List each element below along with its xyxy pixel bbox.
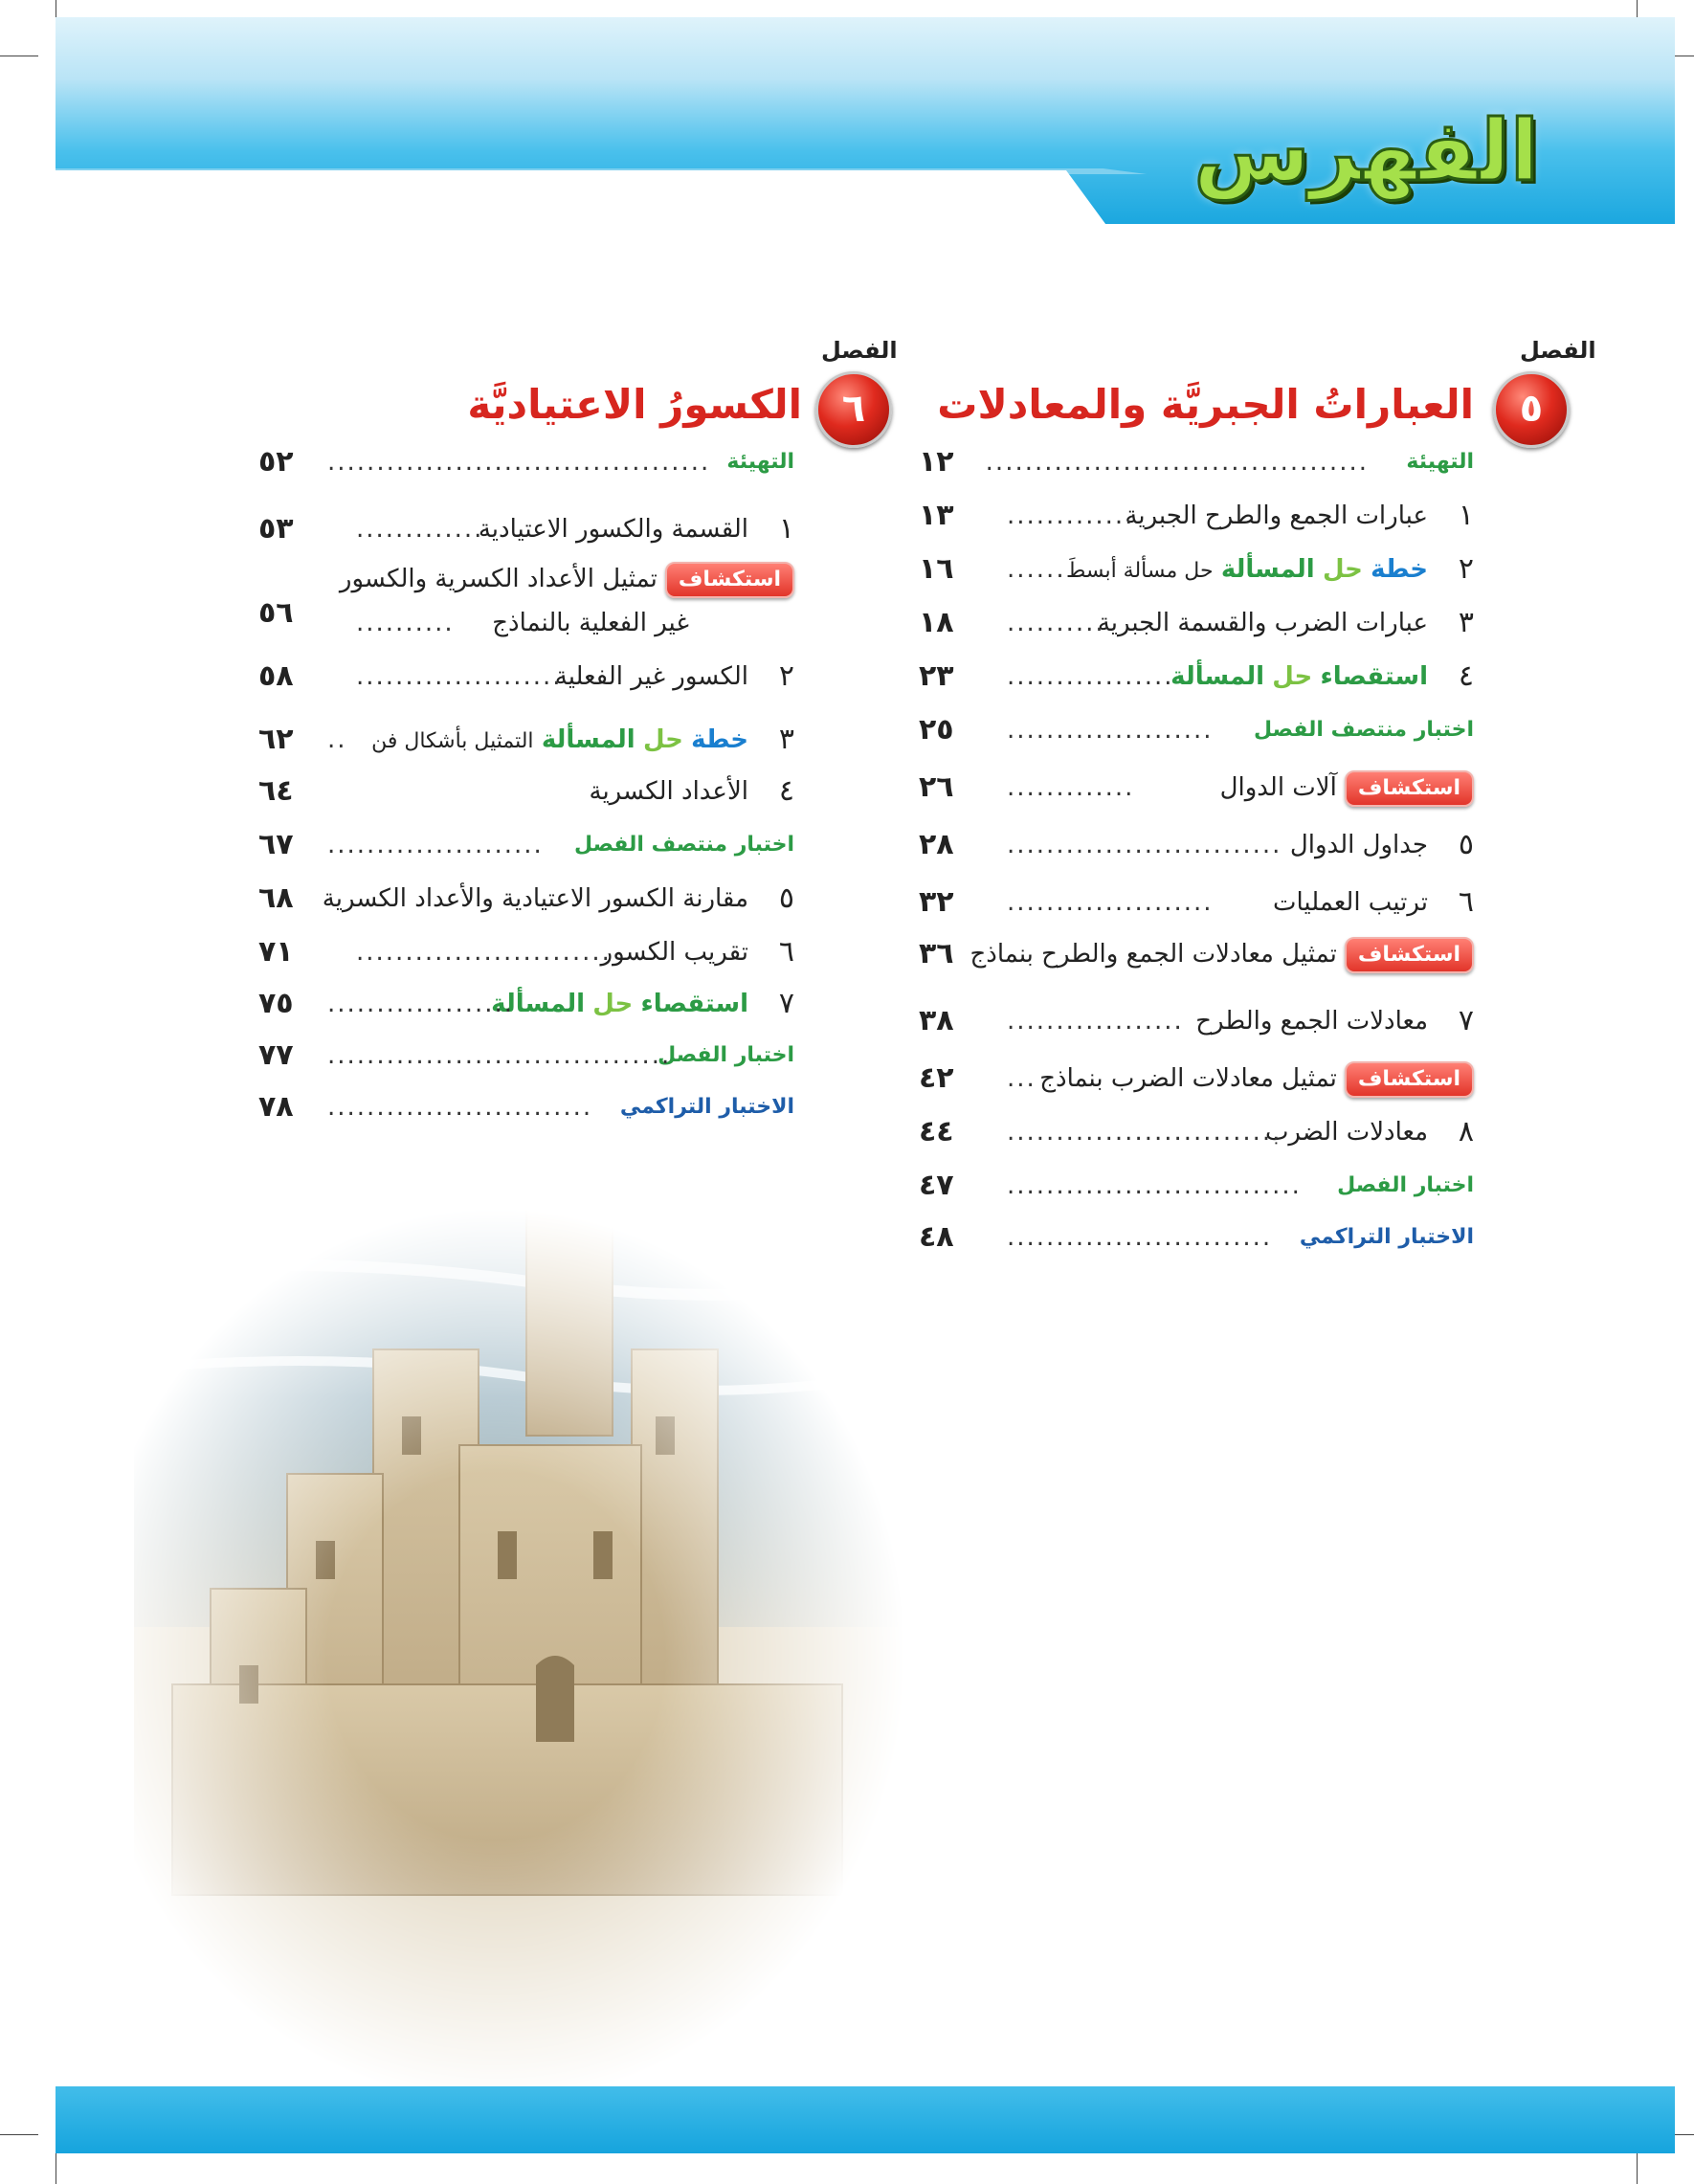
toc-item-text <box>1220 766 1474 810</box>
explore-badge: استكشاف <box>1345 770 1474 807</box>
problem-solve-word: حل <box>1322 555 1363 584</box>
problem-word: المسألة <box>1220 555 1315 584</box>
toc-item[interactable] <box>919 880 1474 925</box>
toc-page-number: ٦٨ <box>258 881 294 915</box>
toc-item[interactable] <box>258 507 794 551</box>
explore-title: تمثيل الأعداد الكسرية والكسور <box>339 565 658 593</box>
toc-leader: .. <box>327 725 347 754</box>
toc-item-text: عبارات الجمع والطرح الجبرية <box>1125 501 1428 530</box>
toc-leader: .......... <box>1007 609 1105 637</box>
problem-word: المسألة <box>491 990 586 1018</box>
toc-item-text: التهيئة <box>726 450 794 474</box>
toc-item-text: معادلات الضرب <box>1264 1118 1428 1147</box>
header-band-notch <box>56 170 1108 228</box>
toc-page-number: ٢٦ <box>919 770 954 804</box>
toc-leader: .................. <box>1007 1007 1184 1036</box>
toc-lesson-number: ٥ <box>778 881 794 915</box>
page-title: الفهرس <box>1193 101 1539 200</box>
sand-castle-image <box>134 1129 938 2086</box>
toc-page-number: ٧١ <box>258 935 294 969</box>
problem-solve-word: حل <box>1272 662 1313 691</box>
toc-leader: ........................... <box>327 1093 593 1122</box>
toc-leader: ..................... <box>356 662 563 691</box>
toc-lesson-number: ٨ <box>1458 1115 1474 1148</box>
toc-lesson-number: ١ <box>1458 499 1474 532</box>
toc-item[interactable] <box>258 1085 794 1129</box>
toc-item[interactable] <box>258 877 794 921</box>
toc-lesson-number: ٥ <box>1458 828 1474 861</box>
toc-page-number: ٥٦ <box>258 596 294 630</box>
toc-item[interactable] <box>919 766 1474 810</box>
toc-item-text: اختبار منتصف الفصل <box>1253 718 1474 742</box>
toc-leader: ...... <box>1007 555 1066 584</box>
toc-page-number: ٦٧ <box>258 828 294 861</box>
toc-item-text <box>1066 547 1428 593</box>
toc-leader: ................. <box>1007 662 1174 691</box>
toc-item[interactable] <box>258 718 794 762</box>
toc-leader: ........................... <box>1007 1223 1273 1252</box>
toc-item[interactable] <box>258 1034 794 1078</box>
problem-solve-word: حل <box>642 725 683 754</box>
toc-lesson-number: ٧ <box>778 987 794 1020</box>
toc-item[interactable] <box>919 1164 1474 1208</box>
explore-title-continued: غير الفعلية بالنماذج <box>492 609 689 637</box>
toc-item[interactable] <box>919 1215 1474 1259</box>
toc-leader: ..................... <box>1007 716 1214 745</box>
chapter6-title: الكسورُ الاعتياديَّة <box>467 381 802 428</box>
explore-badge: استكشاف <box>1345 937 1474 973</box>
toc-page-number: ١٨ <box>919 606 954 639</box>
problem-word: المسألة <box>541 725 635 754</box>
toc-lesson-number: ٢ <box>1458 552 1474 586</box>
problem-word: المسألة <box>1170 662 1265 691</box>
toc-item[interactable] <box>919 999 1474 1043</box>
toc-lesson-number: ٣ <box>778 723 794 756</box>
toc-item-text: اختبار الفصل <box>1337 1173 1474 1197</box>
toc-item[interactable] <box>258 823 794 867</box>
chapter5-number-badge: ٥ <box>1493 371 1570 448</box>
toc-page-number: ١٣ <box>919 499 954 532</box>
problem-solve-word: حل <box>592 990 634 1018</box>
toc-item[interactable] <box>919 547 1474 591</box>
toc-page-number: ٥٨ <box>258 659 294 693</box>
toc-page-number: ٧٧ <box>258 1038 294 1072</box>
toc-page-number: ٥٢ <box>258 445 294 479</box>
toc-page-number: ٧٥ <box>258 987 294 1020</box>
toc-item-text <box>970 932 1475 976</box>
toc-lesson-number: ٦ <box>778 935 794 969</box>
footer-band <box>56 2086 1675 2153</box>
strategy-name: التمثيل بأشكال فن <box>371 729 534 753</box>
investigate-word: استقصاء <box>1320 662 1428 691</box>
toc-leader: ..................... <box>1007 888 1214 917</box>
toc-leader: ....................................... <box>327 448 711 477</box>
toc-lesson-number: ٧ <box>1458 1004 1474 1037</box>
toc-item-text: الاختبار التراكمي <box>619 1095 794 1119</box>
toc-leader: ............. <box>1007 773 1135 802</box>
toc-item-text: معادلات الجمع والطرح <box>1195 1007 1428 1036</box>
toc-page-number: ٥٣ <box>258 512 294 546</box>
toc-leader: .......... <box>356 609 455 637</box>
toc-page-number: ٣٨ <box>919 1004 954 1037</box>
toc-page-number: ١٦ <box>919 552 954 586</box>
chapter5-toc <box>919 440 1474 1282</box>
explore-title: تمثيل معادلات الجمع والطرح بنماذج <box>970 940 1337 969</box>
toc-page-number: ٤٧ <box>919 1169 954 1202</box>
toc-leader: ............. <box>356 515 484 544</box>
problem-plan-word: خطة <box>691 725 748 754</box>
toc-page-number: ٤٢ <box>919 1061 954 1095</box>
toc-page-number: ٣٦ <box>919 937 954 970</box>
toc-leader: ............................ <box>1007 831 1282 859</box>
toc-leader: ................................... <box>327 1041 672 1070</box>
toc-item[interactable] <box>919 1057 1474 1101</box>
toc-leader: ............................ <box>1007 1118 1282 1147</box>
toc-item[interactable] <box>919 494 1474 538</box>
toc-leader: ................... <box>327 990 515 1018</box>
toc-item-text: ترتيب العمليات <box>1272 888 1428 917</box>
toc-lesson-number: ٤ <box>778 774 794 808</box>
toc-item-text: التهيئة <box>1406 450 1474 474</box>
toc-lesson-number: ٤ <box>1458 659 1474 693</box>
chapter5-title: العباراتُ الجبريَّة والمعادلات <box>937 381 1474 428</box>
toc-item[interactable] <box>919 823 1474 867</box>
toc-page-number: ٧٨ <box>258 1090 294 1124</box>
toc-item-text <box>491 982 748 1026</box>
toc-item-text: تقريب الكسور <box>600 938 748 967</box>
toc-page-number: ٢٥ <box>919 713 954 747</box>
toc-item-text: اختبار الفصل <box>658 1043 794 1067</box>
toc-item[interactable] <box>258 440 794 484</box>
toc-leader: ....................................... <box>985 448 1369 477</box>
toc-item[interactable] <box>258 769 794 813</box>
toc-item-text: الأعداد الكسرية <box>589 777 748 806</box>
chapter6-toc <box>258 440 794 1129</box>
toc-leader: ...................... <box>327 831 544 859</box>
toc-item[interactable] <box>919 655 1474 699</box>
toc-item-text <box>1039 1057 1474 1101</box>
toc-lesson-number: ٢ <box>778 659 794 693</box>
toc-item-text: اختبار منتصف الفصل <box>573 833 794 857</box>
toc-item[interactable] <box>258 655 794 699</box>
toc-item[interactable] <box>258 557 794 653</box>
investigate-word: استقصاء <box>640 990 748 1018</box>
toc-item-text: عبارات الضرب والقسمة الجبرية <box>1097 609 1428 637</box>
crop-mark <box>0 2134 38 2135</box>
toc-leader: ... <box>1007 1064 1036 1093</box>
toc-lesson-number: ٦ <box>1458 885 1474 919</box>
toc-page-number: ٤٨ <box>919 1220 954 1254</box>
toc-leader: .......................... <box>356 938 612 967</box>
toc-item[interactable] <box>258 930 794 974</box>
toc-item-text <box>340 557 794 601</box>
toc-lesson-number: ٣ <box>1458 606 1474 639</box>
toc-item[interactable] <box>919 932 1474 976</box>
chapter6-label: الفصل <box>821 337 898 364</box>
toc-item-text <box>1170 655 1428 699</box>
toc-item-text: القسمة والكسور الاعتيادية <box>478 515 748 544</box>
chapter6-number-badge: ٦ <box>815 371 892 448</box>
toc-item-text: مقارنة الكسور الاعتيادية والأعداد الكسرية <box>322 884 748 913</box>
toc-leader: ............. <box>1007 501 1135 530</box>
toc-item-text: الاختبار التراكمي <box>1299 1225 1474 1249</box>
toc-page-number: ٤٤ <box>919 1115 954 1148</box>
toc-item-text: جداول الدوال <box>1289 831 1428 859</box>
toc-leader: .............................. <box>1007 1171 1302 1200</box>
toc-item-text <box>371 718 748 764</box>
toc-page-number: ٦٢ <box>258 723 294 756</box>
explore-title: آلات الدوال <box>1219 773 1337 802</box>
toc-item-text: الكسور غير الفعلية <box>554 662 748 691</box>
toc-page-number: ١٢ <box>919 445 954 479</box>
explore-badge: استكشاف <box>665 562 794 598</box>
toc-item[interactable] <box>919 440 1474 484</box>
toc-lesson-number: ١ <box>778 512 794 546</box>
toc-item[interactable] <box>258 982 794 1026</box>
toc-page-number: ٦٤ <box>258 774 294 808</box>
toc-page-number: ٣٢ <box>919 885 954 919</box>
toc-item[interactable] <box>919 1110 1474 1154</box>
chapter5-label: الفصل <box>1520 337 1596 364</box>
explore-badge: استكشاف <box>1345 1061 1474 1098</box>
strategy-name: حل مسألة أبسطَ <box>1065 559 1214 583</box>
explore-title: تمثيل معادلات الضرب بنماذج <box>1039 1064 1337 1093</box>
toc-item[interactable] <box>919 601 1474 645</box>
toc-page-number: ٢٣ <box>919 659 954 693</box>
problem-plan-word: خطة <box>1371 555 1428 584</box>
toc-page-number: ٢٨ <box>919 828 954 861</box>
toc-item[interactable] <box>919 708 1474 752</box>
